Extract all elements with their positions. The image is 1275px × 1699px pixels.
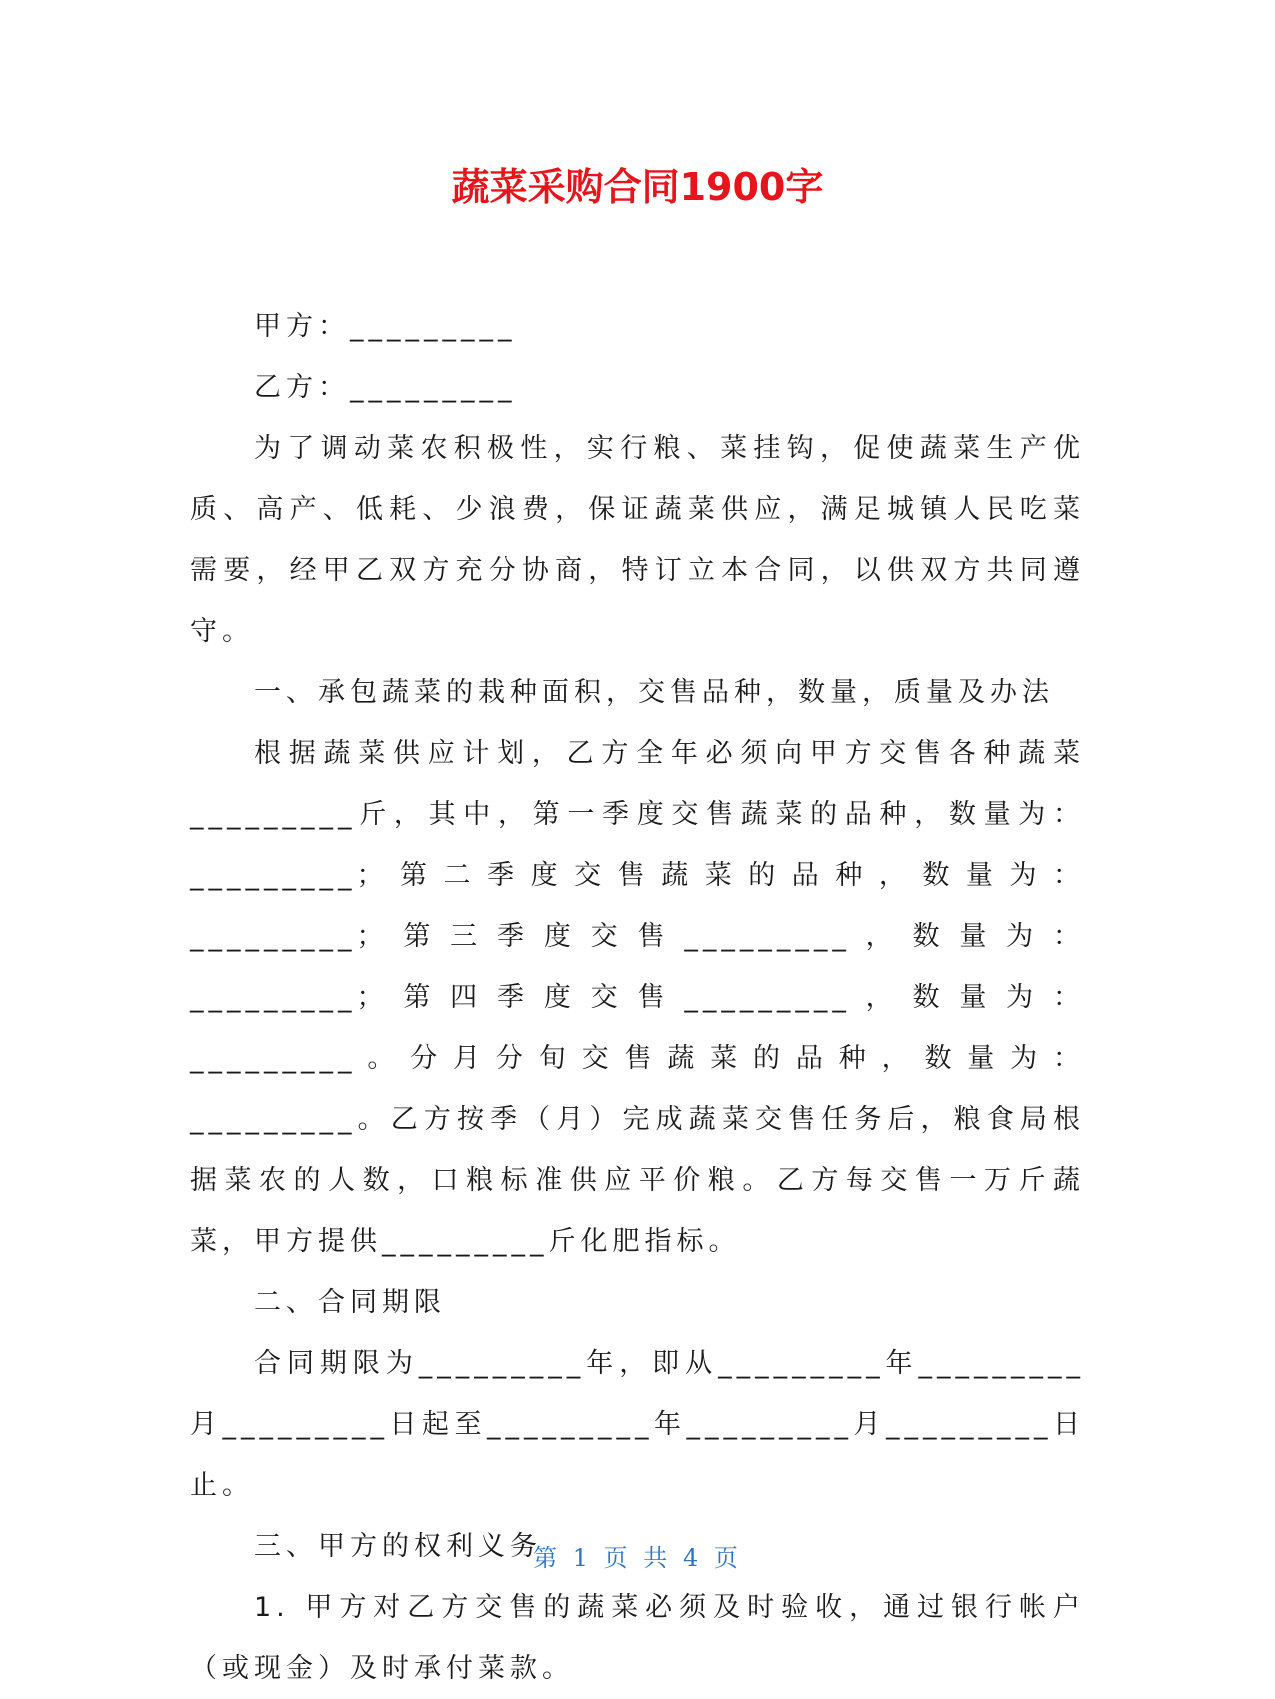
section-2-heading: 二、合同期限 bbox=[254, 1287, 446, 1318]
section-1-heading: 一、承包蔬菜的栽种面积，交售品种，数量，质量及办法 bbox=[254, 677, 1054, 708]
party-b-line: 乙方：_________ bbox=[254, 372, 517, 403]
document-body bbox=[190, 296, 1085, 1699]
party-a-line: 甲方：_________ bbox=[254, 311, 517, 342]
section-2-paragraph: 合同期限为_________年，即从_________年_________月_________日起至_________年_________月_________日止。 bbox=[190, 1348, 1085, 1501]
section-3-item-1: 1. 甲方对乙方交售的蔬菜必须及时验收，通过银行帐户（或现金）及时承付菜款。 bbox=[190, 1592, 1085, 1684]
section-1-paragraph: 根据蔬菜供应计划，乙方全年必须向甲方交售各种蔬菜_________斤，其中，第一季度交售蔬菜的品种，数量为：_________；第二季度交售蔬菜的品种，数量为：_________；第三季度交售_________，数量为：_________；第四季度交售_________，数量为：_________。分月分旬交售蔬菜的品种，数量为：_________。乙方按季（月）完成蔬菜交售任务后，粮食局根据菜农的人数，口粮标准供应平价粮。乙方每交售一万斤蔬菜，甲方提供_________斤化肥指标。 bbox=[190, 738, 1085, 1257]
page-indicator: 第 1 页 共 4 页 bbox=[533, 1544, 742, 1572]
section-3-heading: 三、甲方的权利义务 bbox=[254, 1531, 542, 1562]
preamble-paragraph: 为了调动菜农积极性，实行粮、菜挂钩，促使蔬菜生产优质、高产、低耗、少浪费，保证蔬菜供应，满足城镇人民吃菜需要，经甲乙双方充分协商，特订立本合同，以供双方共同遵守。 bbox=[190, 433, 1085, 647]
document-title: 蔬菜采购合同1900字 bbox=[451, 165, 824, 209]
